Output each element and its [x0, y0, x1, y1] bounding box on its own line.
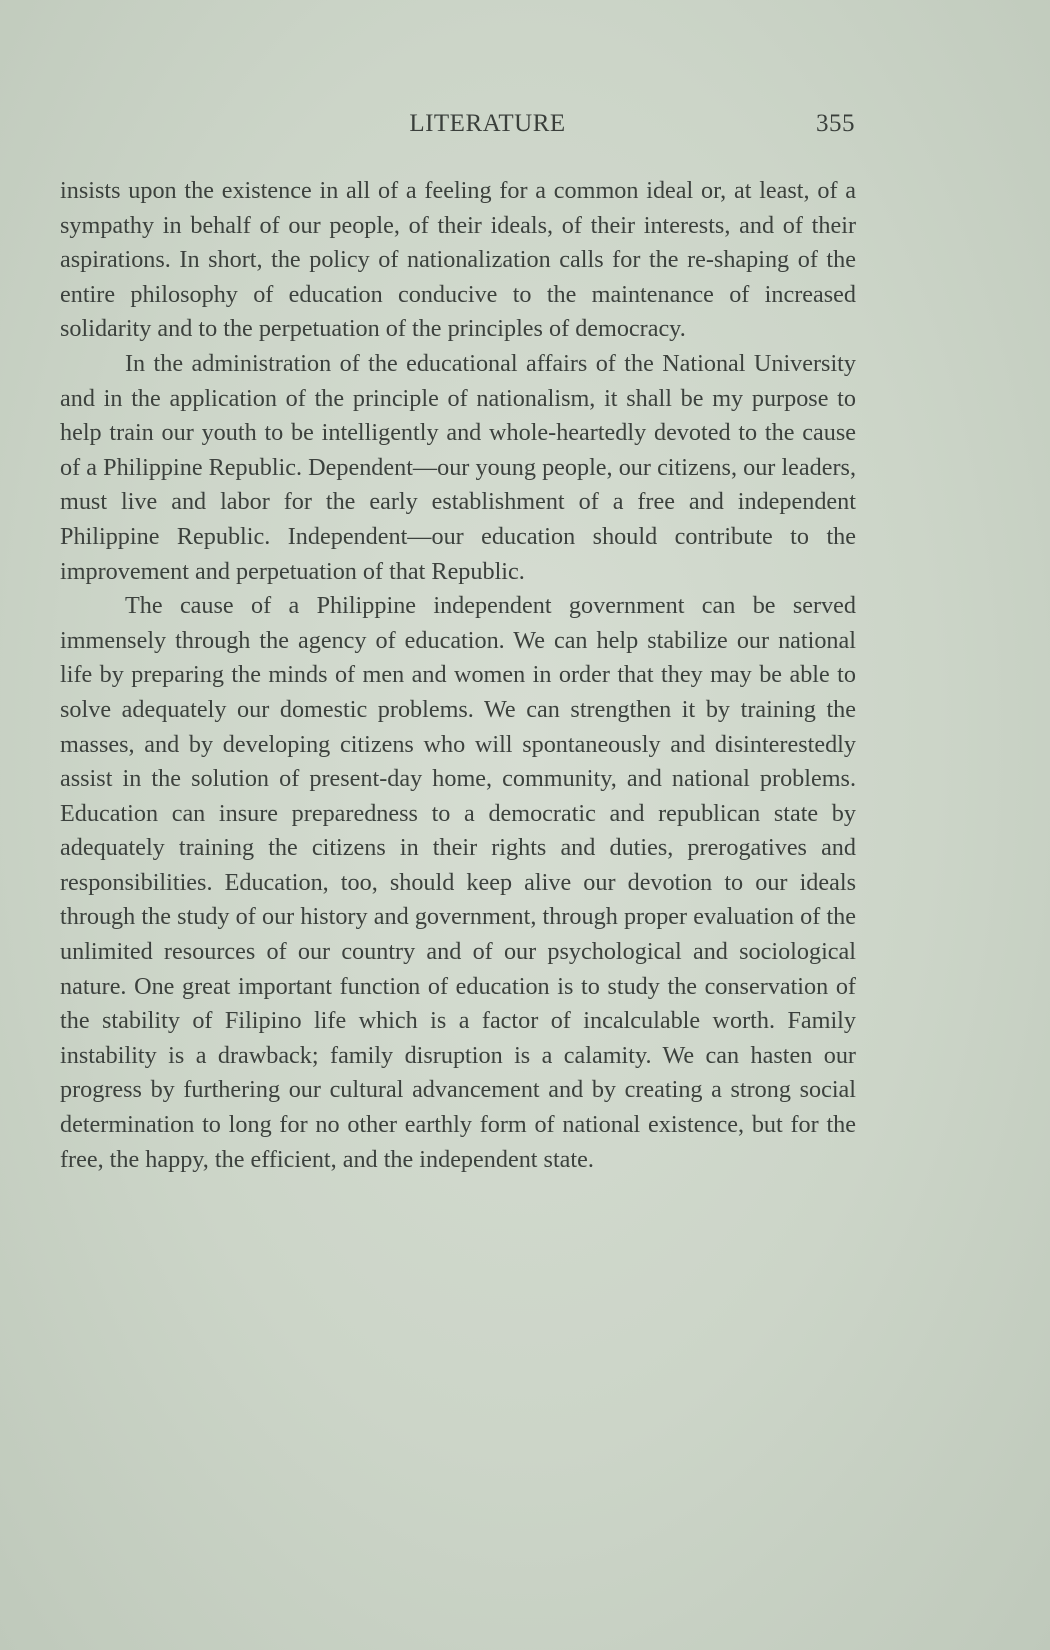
paragraph-national-university: In the administration of the educational affairs of the National University and in the application of the principle of nationalism, it shall be my purpose to help train our youth to be intelligently and whole-heartedly devoted to the cause of a Philippine Republic. Dependent—our young people, our citizens, our leaders, must live and labor for the early establishment of a free and independent Philippine Republic. Independent—our education should contribute to the improvement and perpetuation of that Republic. — [60, 349, 856, 585]
running-head: LITERATURE — [409, 110, 566, 137]
paragraph-independent-government: The cause of a Philippine independent government can be served immensely through the agency of education. We can help stabilize our national life by preparing the minds of men and women in order that they may be able to solve adequately our domestic problems. We can strengthen it by training the masses, and by developing citizens who will spontaneously and disinterestedly assist in the solution of present-day home, community, and national problems. Education can insure preparedness to a democratic and republican state by adequately training the citizens in their rights and duties, prerogatives and responsibilities. Education, too, should keep alive our devotion to our ideals through the study of our history and government, through proper evaluation of the unlimited resources of our country and of our psychological and sociological nature. One great important function of education is to study the conservation of the stability of Filipino life which is a factor of incalculable worth. Family instability is a drawback; family disruption is a calamity. We can hasten our progress by furthering our cultural advancement and by creating a strong social determination to long for no other earthly form of national existence, but for the free, the happy, the efficient, and the independent state. — [60, 592, 856, 1173]
paragraph-continued: insists upon the existence in all of a feeling for a common ideal or, at least, of a sympathy in behalf of our people, of their ideals, of their interests, and of their aspirations. In short, the policy of nationalization calls for the re-shaping of the entire philosophy of education conducive to the maintenance of increased solidarity and to the perpetuation of the principles of democracy. — [60, 177, 856, 343]
page-number: 355 — [816, 110, 855, 137]
page-header — [120, 110, 855, 150]
body-text — [60, 174, 856, 1177]
